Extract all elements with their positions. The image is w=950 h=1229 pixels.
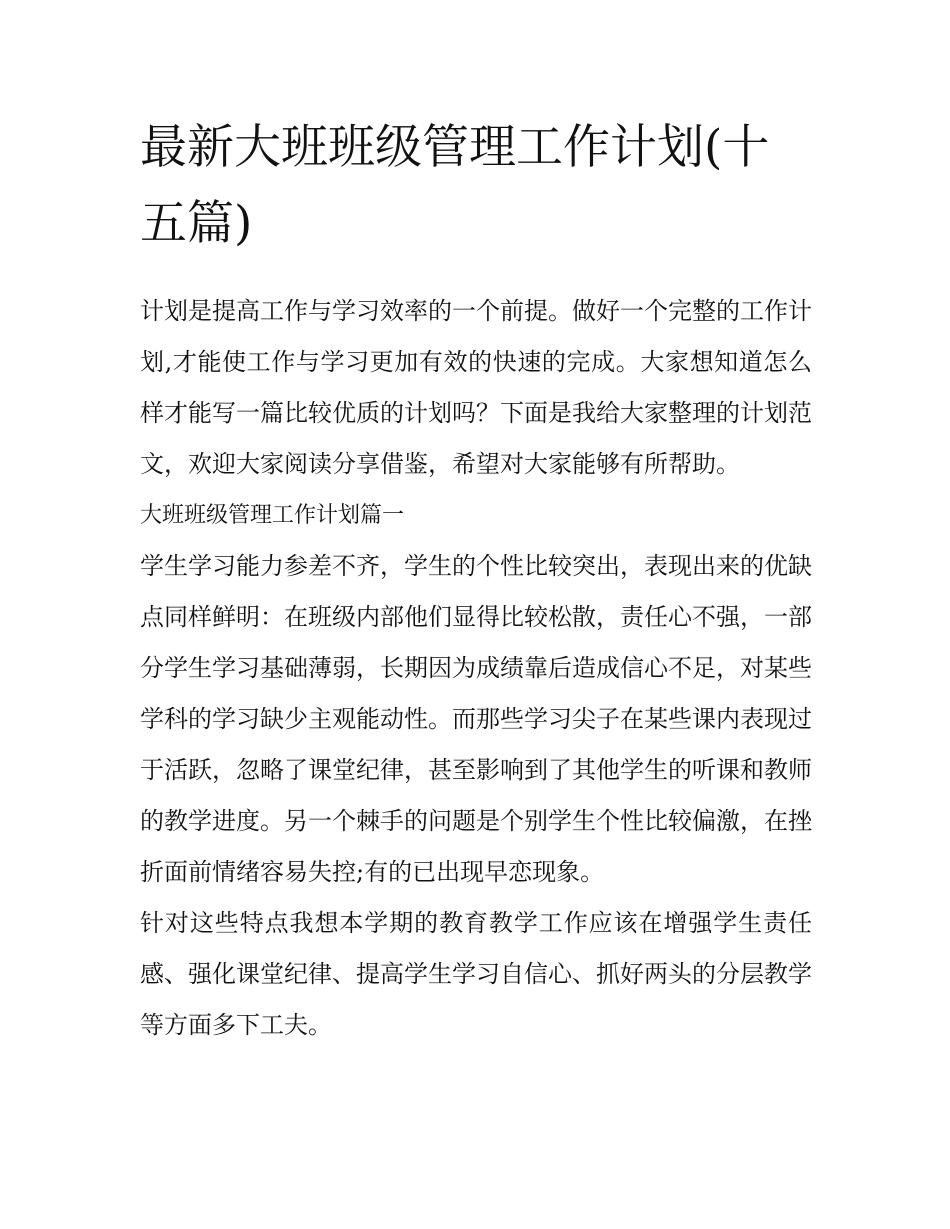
section-heading: 大班班级管理工作计划篇一: [140, 503, 405, 528]
intro-paragraph: 计划是提高工作与学习效率的一个前提。做好一个完整的工作计划,才能使工作与学习更加有效的快速的完成。大家想知道怎么样才能写一篇比较优质的计划吗？下面是我给大家整理的计划范文，欢迎大家阅读分享借鉴，希望对大家能够有所帮助。: [140, 297, 812, 478]
document-body: [140, 110, 812, 1051]
document-title: 最新大班班级管理工作计划(十五篇): [140, 120, 770, 251]
body-paragraph-2: 针对这些特点我想本学期的教育教学工作应该在增强学生责任感、强化课堂纪律、提高学生学习自信心、抓好两头的分层教学等方面多下工夫。: [140, 909, 812, 1039]
body-paragraph-1: 学生学习能力参差不齐，学生的个性比较突出，表现出来的优缺点同样鲜明：在班级内部他们显得比较松散，责任心不强，一部分学生学习基础薄弱，长期因为成绩靠后造成信心不足，对某些学科的学习缺少主观能动性。而那些学习尖子在某些课内表现过于活跃，忽略了课堂纪律，甚至影响到了其他学生的听课和教师的教学进度。另一个棘手的问题是个别学生个性比较偏激，在挫折面前情绪容易失控;有的已出现早恋现象。: [140, 552, 812, 886]
